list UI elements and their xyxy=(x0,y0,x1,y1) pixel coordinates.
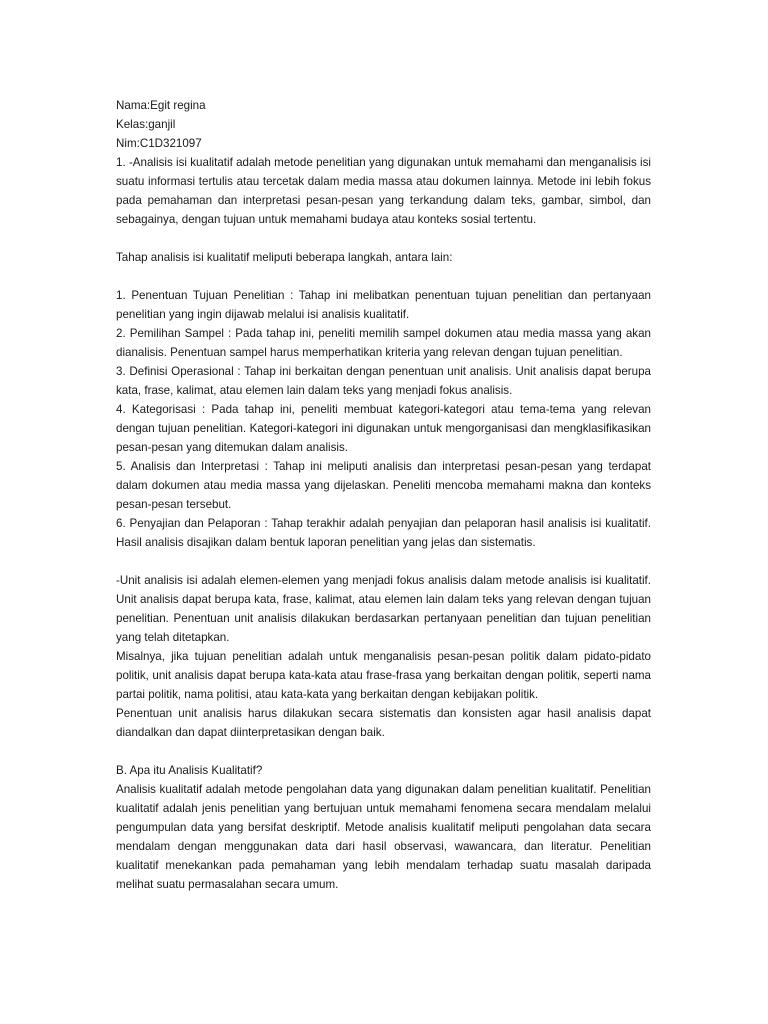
step-item: 5. Analisis dan Interpretasi : Tahap ini meliputi analisis dan interpretasi pesan-pesan yang terdapat dalam dokumen atau media massa yang dijelaskan. Peneliti mencoba memahami makna dan konteks pesan-pesan tersebut. xyxy=(116,460,651,511)
step-item: 6. Penyajian dan Pelaporan : Tahap terakhir adalah penyajian dan pelaporan hasil analisis isi kualitatif. Hasil analisis disajikan dalam bentuk laporan penelitian yang jelas dan sistematis. xyxy=(116,517,651,549)
student-class: Kelas:ganjil xyxy=(116,118,176,131)
closing-paragraph: Penentuan unit analisis harus dilakukan secara sistematis dan konsisten agar hasil analisis dapat diandalkan dan dapat diinterpretasikan dengan baik. xyxy=(116,707,651,739)
step-item: 1. Penentuan Tujuan Penelitian : Tahap ini melibatkan penentuan tujuan penelitian dan pertanyaan penelitian yang ingin dijawab melalui isi analisis kualitatif. xyxy=(116,289,651,321)
step-item: 3. Definisi Operasional : Tahap ini berkaitan dengan penentuan unit analisis. Unit analisis dapat berupa kata, frase, kalimat, atau elemen lain dalam teks yang menjadi fokus analisis. xyxy=(116,365,651,397)
intro-paragraph: 1. -Analisis isi kualitatif adalah metode penelitian yang digunakan untuk memahami dan menganalisis isi suatu informasi tertulis atau tercetak dalam media massa atau dokumen lainnya. Metode ini lebih fokus pada pemahaman dan interpretasi pesan-pesan yang terkandung dalam teks, gambar, simbol, dan sebagainya, dengan tujuan untuk memahami budaya atau konteks sosial tertentu. xyxy=(116,156,651,226)
spacer xyxy=(116,267,651,286)
student-nim: Nim:C1D321097 xyxy=(116,137,202,150)
section-b-heading: B. Apa itu Analisis Kualitatif? xyxy=(116,764,263,777)
section-b-body: Analisis kualitatif adalah metode pengolahan data yang digunakan dalam penelitian kualitatif. Penelitian kualitatif adalah jenis penelitian yang bertujuan untuk memahami fenomena secara mendalam melalui pengumpulan data yang bersifat deskriptif. Metode analisis kualitatif meliputi pengolahan data secara mendalam dengan menggunakan data dari hasil observasi, wawancara, dan literatur. Penelitian kualitatif menekankan pada pemahaman yang lebih mendalam terhadap suatu masalah daripada melihat suatu permasalahan secara umum. xyxy=(116,783,651,891)
example-paragraph: Misalnya, jika tujuan penelitian adalah untuk menganalisis pesan-pesan politik dalam pidato-pidato politik, unit analisis dapat berupa kata-kata atau frase-frasa yang berkaitan dengan politik, seperti nama partai politik, nama politisi, atau kata-kata yang berkaitan dengan kebijakan politik. xyxy=(116,650,651,701)
document-page xyxy=(116,96,651,894)
unit-definition-paragraph: -Unit analisis isi adalah elemen-elemen yang menjadi fokus analisis dalam metode analisis isi kualitatif. Unit analisis dapat berupa kata, frase, kalimat, atau elemen lain dalam teks yang relevan dengan tujuan penelitian. Penentuan unit analisis dilakukan berdasarkan pertanyaan penelitian dan tujuan penelitian yang telah ditetapkan. xyxy=(116,574,651,644)
step-item: 2. Pemilihan Sampel : Pada tahap ini, peneliti memilih sampel dokumen atau media massa yang akan dianalisis. Penentuan sampel harus memperhatikan kriteria yang relevan dengan tujuan penelitian. xyxy=(116,327,651,359)
spacer xyxy=(116,552,651,571)
step-item: 4. Kategorisasi : Pada tahap ini, peneliti membuat kategori-kategori atau tema-tema yang relevan dengan tujuan penelitian. Kategori-kategori ini digunakan untuk mengorganisasi dan mengklasifikasikan pesan-pesan yang ditemukan dalam analisis. xyxy=(116,403,651,454)
spacer xyxy=(116,742,651,761)
spacer xyxy=(116,229,651,248)
student-name: Nama:Egit regina xyxy=(116,99,206,112)
steps-heading: Tahap analisis isi kualitatif meliputi beberapa langkah, antara lain: xyxy=(116,251,453,264)
